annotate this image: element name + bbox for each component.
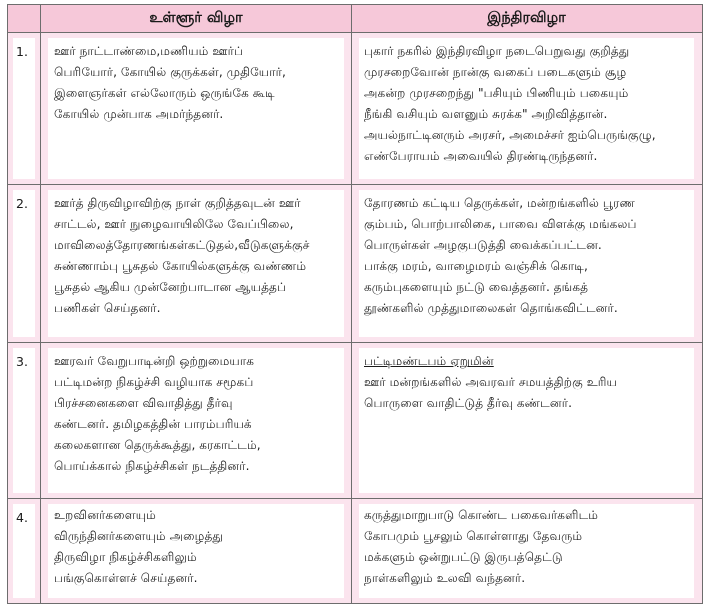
- header-local-festival-cell: [41, 5, 352, 32]
- local-festival-cell: [41, 343, 352, 498]
- indra-festival-cell: [352, 185, 701, 342]
- indra-festival-subtitle: பட்டிமண்டபம் ஏறுமின்: [364, 354, 494, 368]
- row-number: 3.: [16, 354, 28, 369]
- indra-festival-text: புகார் நகரில் இந்திரவிழா நடைபெறுவது குறித்து முரசறைவோன் நான்கு வகைப் படைகளும் சூழ அகன்ற முரசறைந்து "பசியும் பிணியும் பகையும் நீங்கி வசியும் வளனும் சுரக்க" அறிவித்தான். அயல்நாட்டினரும் அரசர், அமைச்சர் ஐம்பெருங்குழு, எண்பேராயம் அவையில் திரண்டிருந்தனர்.: [364, 44, 656, 163]
- row-number: 2.: [16, 196, 28, 211]
- comparison-table: [7, 4, 703, 604]
- indra-festival-text: ஊர் மன்றங்களில் அவரவர் சமயத்திற்கு உரிய பொருளை வாதிட்டுத் தீர்வு கண்டனர்.: [364, 375, 617, 410]
- local-festival-cell: [41, 185, 352, 342]
- row-number-cell: [8, 499, 41, 603]
- indra-festival-cell: [352, 33, 701, 184]
- local-festival-text: ஊர் நாட்டாண்மை,மணியம் ஊர்ப் பெரியோர், கோயில் குருக்கள், முதியோர், இளைஞர்கள் எல்லோரும் ஒருங்கே கூடி கோயில் முன்பாக அமர்ந்தனர்.: [54, 44, 286, 121]
- header-indra-festival-cell: [352, 5, 701, 32]
- local-festival-cell: [41, 33, 352, 184]
- row-number-cell: [8, 185, 41, 342]
- row-number: 1.: [16, 44, 28, 59]
- row-number: 4.: [16, 510, 28, 525]
- indra-festival-cell: [352, 499, 701, 603]
- local-festival-cell: [41, 499, 352, 603]
- table-header-row: [8, 5, 702, 33]
- header-local-festival: உள்ளூர் விழா: [149, 9, 243, 26]
- table-row: [8, 499, 702, 603]
- table-row: [8, 33, 702, 185]
- indra-festival-cell: [352, 343, 701, 498]
- header-number-cell: [8, 5, 41, 32]
- local-festival-text: ஊர்த் திருவிழாவிற்கு நாள் குறித்தவுடன் ஊர் சாட்டல், ஊர் நுழைவாயிலிலே வேப்பிலை, மாவிலைத்தோரணங்கள்கட்டுதல்,வீடுகளுக்குச் சுண்ணாம்பு பூசுதல் கோயில்களுக்கு வண்ணம் பூசுதல் ஆகிய முன்னேற்பாடான ஆயத்தப் பணிகள் செய்தனர்.: [54, 196, 310, 315]
- header-indra-festival: இந்திரவிழா: [487, 9, 566, 26]
- row-number-cell: [8, 33, 41, 184]
- table-row: [8, 185, 702, 343]
- indra-festival-text: தோரணம் கட்டிய தெருக்கள், மன்றங்களில் பூரண கும்பம், பொற்பாலிகை, பாவை விளக்கு மங்கலப் பொருள்கள் அழகுபடுத்தி வைக்கப்பட்டன. பாக்கு மரம், வாழைமரம் வஞ்சிக் கொடி, கரும்புகளையும் நட்டு வைத்தனர். தங்கத் தூண்களில் முத்துமாலைகள் தொங்கவிட்டனர்.: [364, 196, 637, 315]
- indra-festival-text: கருத்துமாறுபாடு கொண்ட பகைவர்களிடம் கோபமும் பூசலும் கொள்ளாது தேவரும் மக்களும் ஒன்றுபட்டு இருபத்தெட்டு நாள்களிலும் உலவி வந்தனர்.: [364, 508, 599, 585]
- local-festival-text: உறவினர்களையும் விருந்தினர்களையும் அழைத்து திருவிழா நிகழ்ச்சிகளிலும் பங்குகொள்ளச் செய்தனர்.: [54, 508, 224, 585]
- local-festival-text: ஊரவர் வேறுபாடின்றி ஒற்றுமையாக பட்டிமன்ற நிகழ்ச்சி வழியாக சமூகப் பிரச்சனைகளை விவாதித்து தீர்வு கண்டனர். தமிழகத்தின் பாரம்பரியக் கலைகளான தெருக்கூத்து, கரகாட்டம், பொய்க்கால் நிகழ்ச்சிகள் நடத்தினர்.: [54, 354, 261, 473]
- table-row: [8, 343, 702, 499]
- indra-festival-block: [364, 351, 691, 414]
- row-number-cell: [8, 343, 41, 498]
